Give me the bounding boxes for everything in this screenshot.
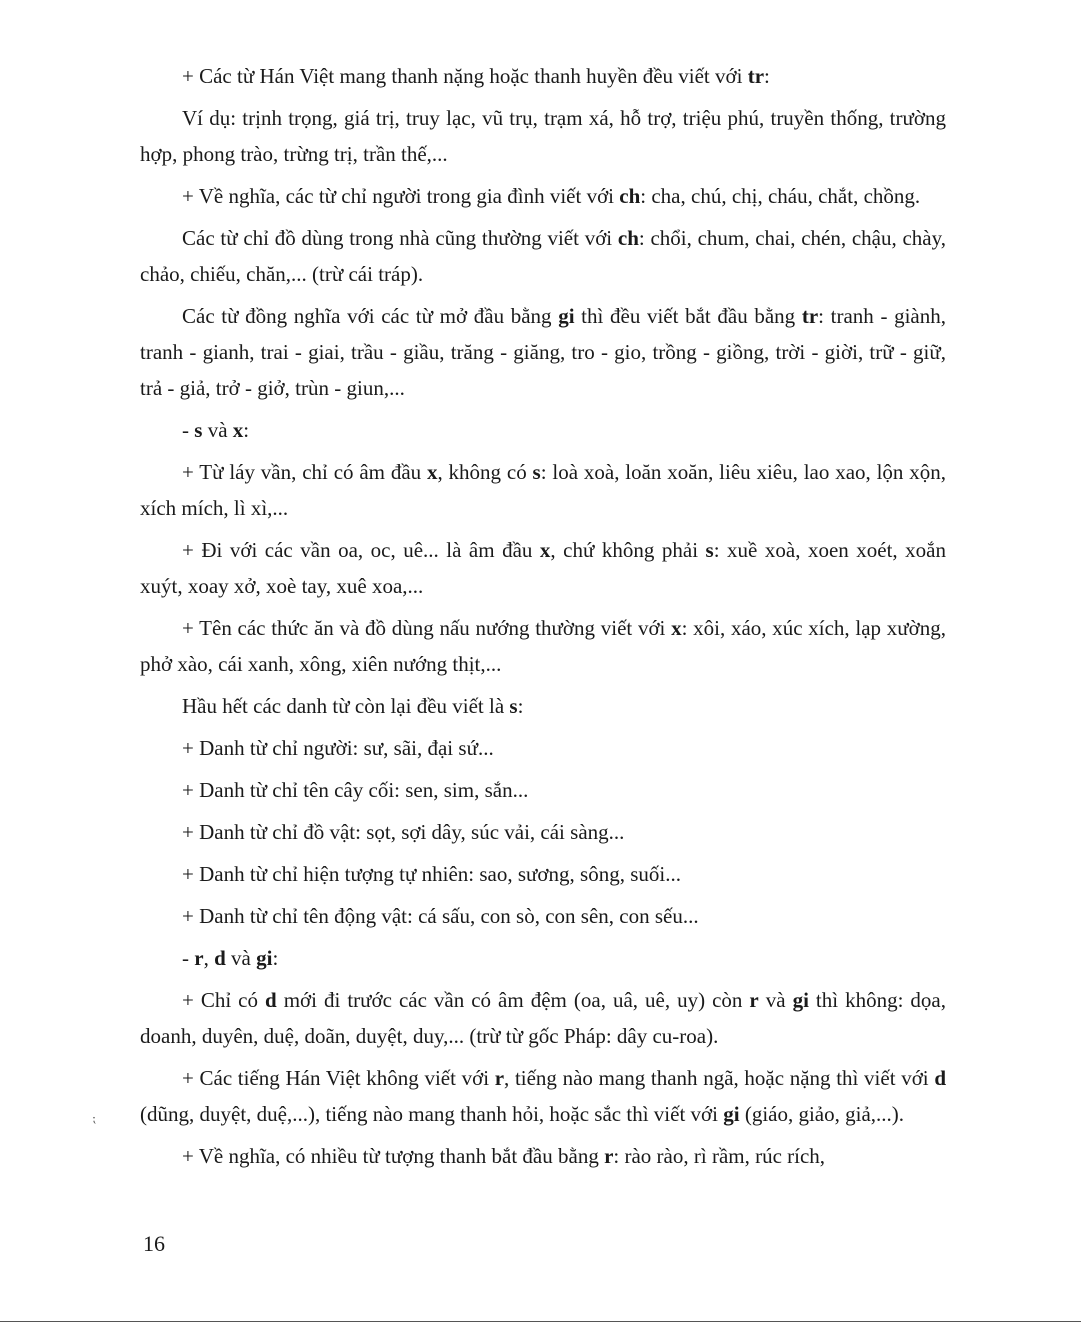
text-run: Hầu hết các danh từ còn lại đều viết là — [182, 694, 510, 718]
bold-term: s — [705, 538, 714, 562]
bold-term: d — [934, 1066, 946, 1090]
text-run: : — [764, 64, 770, 88]
text-run: + Chỉ có — [182, 988, 266, 1012]
bold-term: r — [194, 946, 204, 970]
text-run: : — [517, 694, 524, 718]
bold-term: tr — [801, 304, 819, 328]
text-run: : — [272, 946, 279, 970]
page-number: 16 — [143, 1231, 165, 1256]
bold-term: gi — [256, 946, 273, 970]
text-run: : — [243, 418, 250, 442]
text-run: , — [203, 946, 215, 970]
text-run: + Tên các thức ăn và đồ dùng nấu nướng thường viết với — [182, 616, 672, 640]
text-run: và — [202, 418, 233, 442]
bold-term: r — [604, 1144, 614, 1168]
bold-term: r — [749, 988, 759, 1012]
paragraph — [140, 454, 952, 526]
text-run: thì đều viết bắt đầu bằng — [574, 304, 802, 328]
text-run: + Danh từ chỉ tên động vật: cá sấu, con sò, con sên, con sếu... — [182, 904, 699, 928]
bold-term: gi — [792, 988, 809, 1012]
text-run: + Danh từ chỉ tên cây cối: sen, sim, sắn... — [182, 778, 529, 802]
text-run: mới đi trước các vần có âm đệm (oa, uâ, uê, uy) còn — [276, 988, 750, 1012]
bold-term: x — [539, 538, 551, 562]
text-run: + Danh từ chỉ đồ vật: sọt, sợi dây, súc vải, cái sàng... — [182, 820, 625, 844]
paragraph — [140, 1138, 946, 1174]
bold-term: s — [509, 694, 518, 718]
text-run: - — [182, 946, 195, 970]
paragraph — [140, 532, 952, 604]
bold-term: x — [426, 460, 438, 484]
bold-term: x — [671, 616, 682, 640]
bold-term: gi — [558, 304, 575, 328]
bold-term: s — [532, 460, 541, 484]
text-run: thì không: dọa, doanh, duyên, duệ, doãn, duyệt, duy,... (trừ từ gốc Pháp: dây cu-roa). — [140, 988, 952, 1048]
paragraph — [140, 610, 952, 682]
text-run: : xôi, xáo, xúc xích, lạp xường, phở xào, cái xanh, xông, xiên nướng thịt,... — [140, 616, 952, 676]
text-run: và — [225, 946, 257, 970]
paragraph — [140, 58, 946, 94]
paragraph — [140, 688, 946, 724]
bold-term: r — [494, 1066, 505, 1090]
text-run: (dũng, duyệt, duệ,...), tiếng nào mang thanh hỏi, hoặc sắc thì viết với — [140, 1066, 952, 1126]
paragraph — [140, 100, 952, 172]
bold-term: ch — [617, 226, 639, 250]
text-run: : loà xoà, loăn xoăn, liêu xiêu, lao xao, lộn xộn, xích mích, lì xì,... — [140, 460, 952, 520]
text-run: (giáo, giảo, giả,...). — [739, 1102, 905, 1126]
paragraph — [140, 1060, 952, 1132]
page-body — [140, 58, 952, 1180]
text-run: + Các từ Hán Việt mang thanh nặng hoặc thanh huyền đều viết với — [182, 64, 748, 88]
paragraph — [140, 178, 946, 214]
text-run: + Về nghĩa, có nhiều từ tượng thanh bắt đầu bằng — [182, 1144, 605, 1168]
paragraph — [140, 220, 952, 292]
text-run: - — [182, 418, 195, 442]
paragraph — [140, 940, 946, 976]
bold-term: tr — [747, 64, 765, 88]
text-run: Ví dụ: trịnh trọng, giá trị, truy lạc, vũ trụ, trạm xá, hỗ trợ, triệu phú, truyền thống, trường hợp, phong trào, trừng trị, trần thế,... — [140, 106, 952, 166]
paragraph — [140, 814, 946, 850]
text-run: + Danh từ chỉ người: sư, sãi, đại sứ... — [182, 736, 494, 760]
text-run: + Từ láy vần, chỉ có âm đầu — [182, 460, 427, 484]
scan-speck: ⁏ — [92, 1111, 97, 1125]
bold-term: x — [232, 418, 244, 442]
text-run: + Danh từ chỉ hiện tượng tự nhiên: sao, sương, sông, suối... — [182, 862, 681, 886]
text-run: , tiếng nào mang thanh ngã, hoặc nặng thì viết với — [504, 1066, 935, 1090]
text-run: : chổi, chum, chai, chén, chậu, chày, chảo, chiếu, chăn,... (trừ cái tráp). — [140, 226, 952, 286]
text-run: và — [758, 988, 793, 1012]
text-run: : xuề xoà, xoen xoét, xoắn xuýt, xoay xở, xoè tay, xuê xoa,... — [140, 538, 952, 598]
text-run: + Các tiếng Hán Việt không viết với — [182, 1066, 495, 1090]
paragraph — [140, 412, 946, 448]
paragraph — [140, 982, 952, 1054]
bold-term: gi — [723, 1102, 740, 1126]
paragraph — [140, 856, 946, 892]
paragraph — [140, 730, 946, 766]
text-run: Các từ chỉ đồ dùng trong nhà cũng thường viết với — [182, 226, 618, 250]
text-run: : rào rào, rì rầm, rúc rích, — [613, 1144, 826, 1168]
text-run: + Về nghĩa, các từ chỉ người trong gia đình viết với — [182, 184, 620, 208]
bold-term: s — [194, 418, 203, 442]
text-run: , chứ không phải — [550, 538, 706, 562]
bold-term: d — [214, 946, 226, 970]
text-run: : cha, chú, chị, cháu, chắt, chồng. — [640, 184, 921, 208]
paragraph — [140, 298, 952, 406]
bold-term: d — [265, 988, 277, 1012]
bold-term: ch — [619, 184, 641, 208]
text-run: Các từ đồng nghĩa với các từ mở đầu bằng — [182, 304, 559, 328]
text-run: + Đi với các vần oa, oc, uê... là âm đầu — [182, 538, 540, 562]
text-run: : tranh - giành, tranh - gianh, trai - giai, trầu - giầu, trăng - giăng, tro - gio, trồng - giồng, trời - giời, trữ - giữ, trả - giả, trở - giở, trùn - giun,... — [140, 304, 952, 400]
paragraph — [140, 898, 946, 934]
bottom-rule — [0, 1321, 1081, 1322]
text-run: , không có — [437, 460, 533, 484]
paragraph — [140, 772, 946, 808]
